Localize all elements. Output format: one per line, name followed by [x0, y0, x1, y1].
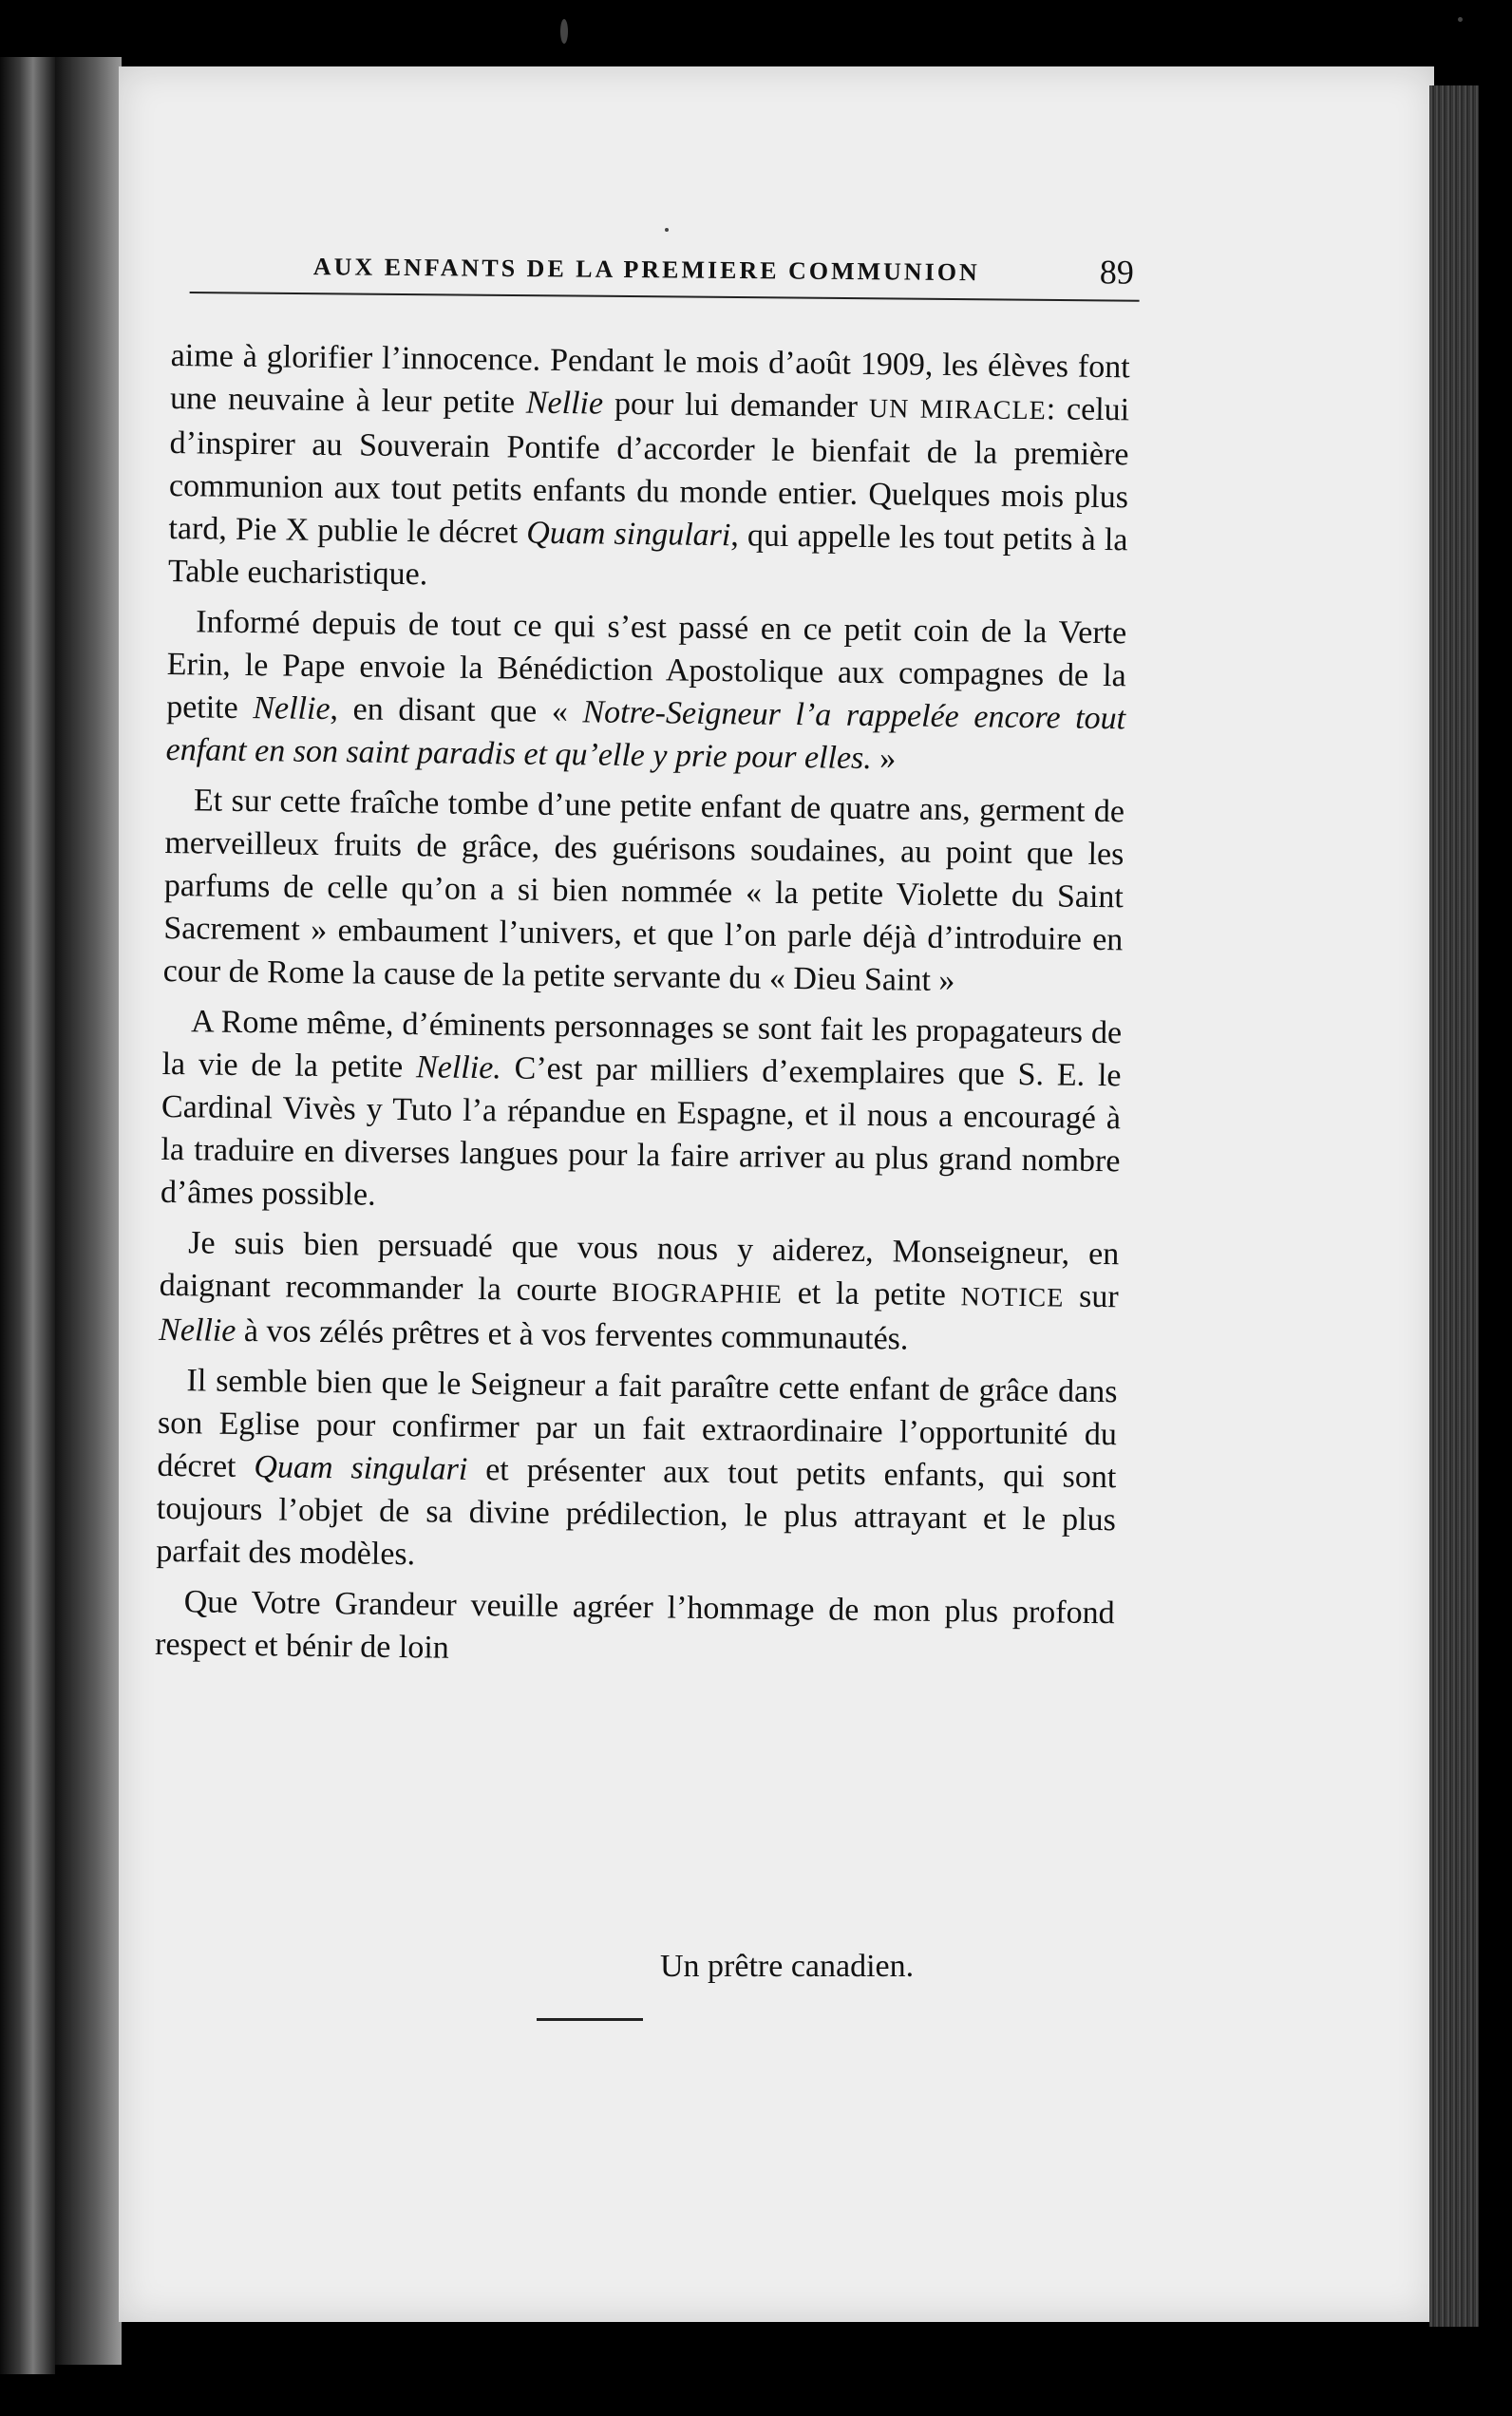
- text-run: Informé depuis de tout ce qui s’est passé en ce petit coin de la Verte Erin, le Pape envoie la Bénédiction Apostolique aux compagnes de la petite: [165, 604, 1127, 727]
- paragraph-2: [165, 600, 1126, 783]
- text-run: Que Votre Grandeur veuille agréer l’hommage de mon plus profond respect et bénir de loin: [154, 1584, 1115, 1666]
- body-text: [155, 334, 1130, 1685]
- text-run: C’est par milliers d’exemplaires que S. E. le Cardinal Vivès y Tuto l’a répandue en Espagne, et il nous a encouragé à la traduire en diverses langues pour la faire arriver au plus grand nombre d’âmes possible.: [160, 1050, 1122, 1213]
- text-run: : celui d’inspirer au Souverain Pontife d’accorder le bienfait de la première communion aux tout petits enfants du monde entier. Quelques mois plus tard, Pie X publie le décret: [168, 391, 1130, 551]
- italic-run: Nellie.: [415, 1049, 502, 1086]
- text-run: pour lui demander: [602, 386, 870, 425]
- paragraph-6: [156, 1359, 1118, 1584]
- text-run: Et sur cette fraîche tombe d’une petite enfant de quatre ans, germent de merveilleux fruits de grâce, des guérisons soudaines, au point que les parfums de celle qu’on a si bien nommée « la petite Violette du Saint Sacrement » embaument l’univers, et que l’on parle déjà d’introduire en cour de Rome la cause de la petite servante du « Dieu Saint »: [162, 783, 1125, 999]
- small-caps-run: BIOGRAPHIE: [612, 1277, 784, 1310]
- italic-run: Quam singulari: [526, 515, 731, 554]
- paragraph-1: [168, 334, 1130, 604]
- text-run: , qui appelle les tout petits à la Table eucharistique.: [167, 518, 1128, 593]
- paragraph-4: [161, 1000, 1123, 1225]
- text-run: aime à glorifier l’innocence. Pendant le mois d’août 1909, les élèves font une neuvaine à leur petite: [169, 337, 1130, 421]
- italic-run: Notre-Seigneur l’a rappelée encore tout enfant en son saint paradis et qu’elle y prie pour elles.: [165, 694, 1126, 777]
- running-title: AUX ENFANTS DE LA PREMIERE COMMUNION: [312, 253, 980, 287]
- text-run: , en disant que «: [330, 691, 583, 730]
- text-run: A Rome même, d’éminents personnages se sont fait les propagateurs de la vie de la petite: [161, 1004, 1123, 1085]
- text-run: sur: [1064, 1278, 1119, 1315]
- scan-speck: [560, 19, 568, 44]
- italic-run: Nellie: [525, 385, 604, 422]
- signature: Un prêtre canadien.: [660, 1949, 915, 1984]
- page-number: 89: [1099, 253, 1135, 292]
- text-run: à vos zélés prêtres et à vos ferventes communautés.: [236, 1312, 909, 1357]
- small-caps-run: NOTICE: [960, 1282, 1065, 1313]
- italic-run: Nellie: [158, 1312, 236, 1349]
- text-run: Je suis bien persuadé que vous nous y aiderez, Monseigneur, en daignant recommander la courte: [159, 1225, 1120, 1309]
- italic-run: Quam singulari: [254, 1449, 468, 1487]
- text-run: et la petite: [782, 1274, 961, 1313]
- closing-rule: [537, 2018, 643, 2021]
- paragraph-7: [155, 1580, 1115, 1677]
- small-caps-run: UN MIRACLE: [868, 393, 1047, 426]
- text-run: »: [871, 741, 897, 777]
- page-gutter-shadow: [55, 57, 122, 2365]
- page-stack-edge: [1429, 85, 1479, 2327]
- text-run: Il semble bien que le Seigneur a fait paraître cette enfant de grâce dans son Eglise pour confirmer par un fait extraordinaire l’opportunité du décret: [157, 1363, 1118, 1485]
- paragraph-5: [159, 1221, 1120, 1363]
- italic-run: Nellie: [253, 690, 331, 727]
- paragraph-3: [163, 779, 1125, 1004]
- book-spine-edge: [0, 57, 55, 2374]
- scan-speck: [665, 228, 669, 232]
- scan-speck: [1458, 17, 1463, 22]
- text-run: et présenter aux tout petits enfants, qui sont toujours l’objet de sa divine prédilection, le plus attrayant et le plus parfait des modèles.: [156, 1451, 1117, 1573]
